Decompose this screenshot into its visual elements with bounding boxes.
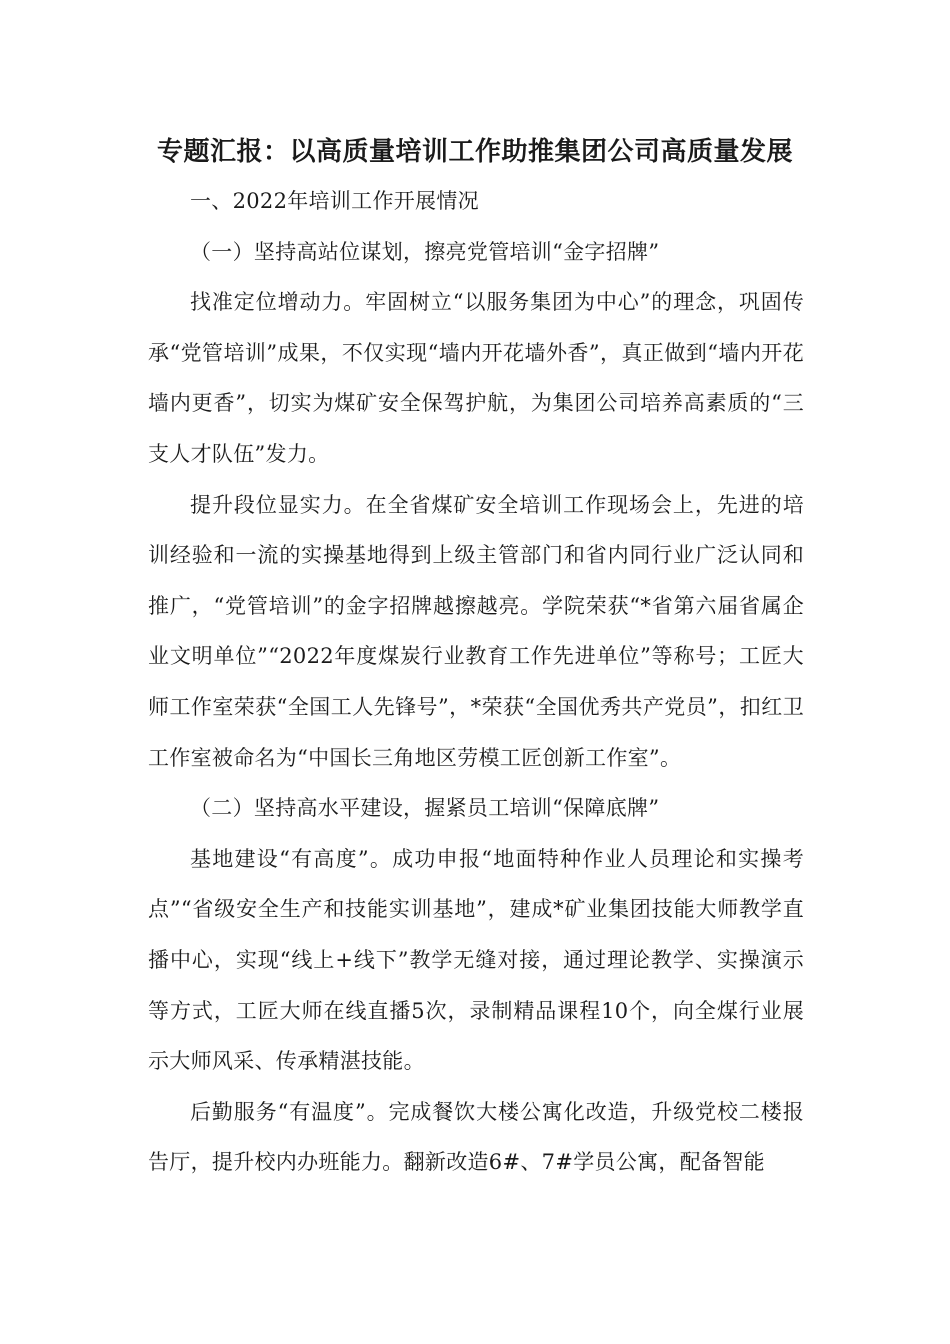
paragraph-1: 找准定位增动力。牢固树立“以服务集团为中心”的理念，巩固传承“党管培训”成果，不仅实现“墙内开花墙外香”，真正做到“墙内开花墙内更香”，切实为煤矿安全保驾护航，为集团公司培养高素质的“三支人才队伍”发力。 <box>148 290 804 466</box>
paragraph-3: 基地建设“有高度”。成功申报“地面特种作业人员理论和实操考点”“省级安全生产和技能实训基地”，建成*矿业集团技能大师教学直播中心，实现“线上+线下”教学无缝对接，通过理论教学、实操演示等方式，工匠大师在线直播5次，录制精品课程10个，向全煤行业展示大师风采、传承精湛技能。 <box>148 846 804 1074</box>
subsection-heading-1: （一）坚持高站位谋划，擦亮党管培训“金字招牌” <box>190 239 660 264</box>
subsection-heading-2: （二）坚持高水平建设，握紧员工培训“保障底牌” <box>190 796 660 821</box>
paragraph-2: 提升段位显实力。在全省煤矿安全培训工作现场会上，先进的培训经验和一流的实操基地得到上级主管部门和省内同行业广泛认同和推广，“党管培训”的金字招牌越擦越亮。学院荣获“*省第六届省属企业文明单位”“2022年度煤炭行业教育工作先进单位”等称号；工匠大师工作室荣获“全国工人先锋号”，*荣获“全国优秀共产党员”，扣红卫工作室被命名为“中国长三角地区劳模工匠创新工作室”。 <box>148 492 804 770</box>
section-heading-1: 一、2022年培训工作开展情况 <box>190 189 479 213</box>
document-title: 专题汇报：以高质量培训工作助推集团公司高质量发展 <box>156 137 793 167</box>
paragraph-4: 后勤服务“有温度”。完成餐饮大楼公寓化改造，升级党校二楼报告厅，提升校内办班能力。翻新改造6#、7#学员公寓，配备智能 <box>148 1099 804 1175</box>
document-body <box>148 176 804 1188</box>
